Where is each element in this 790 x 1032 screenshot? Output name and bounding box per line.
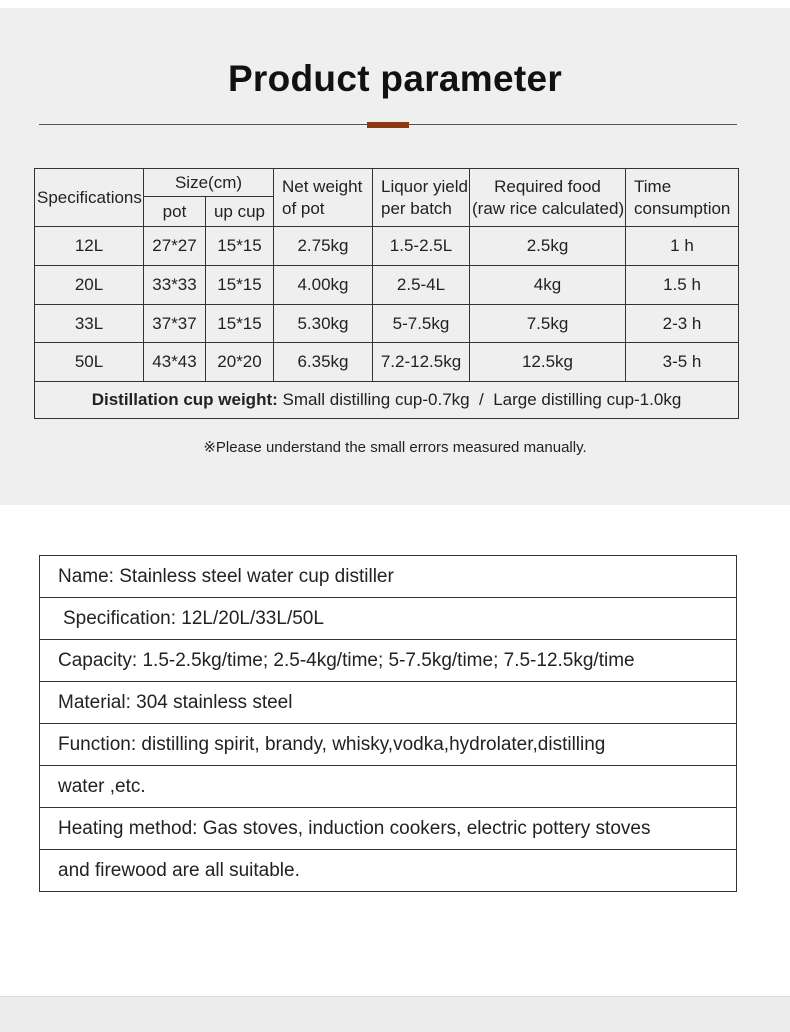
cell-spec: 33L: [35, 305, 144, 343]
cell-weight: 5.30kg: [274, 305, 373, 343]
header-specifications: Specifications: [35, 169, 144, 227]
header-net-weight-line1: Net weight: [282, 176, 363, 196]
cell-up-cup: 20*20: [206, 343, 274, 382]
cell-weight: 4.00kg: [274, 266, 373, 305]
cell-food: 12.5kg: [470, 343, 626, 382]
cell-spec: 12L: [35, 227, 144, 266]
cup-weight-label: Distillation cup weight:: [91, 390, 278, 409]
cell-up-cup: 15*15: [206, 305, 274, 343]
header-food-line2: (raw rice calculated): [472, 198, 625, 218]
page-title: Product parameter: [227, 58, 563, 99]
header-liquor-line2: per batch: [381, 198, 452, 218]
header-food-line1: Required food: [494, 176, 601, 196]
table-row: [35, 343, 739, 382]
header-time-consumption: [626, 169, 739, 227]
header-up-cup: up cup: [206, 197, 274, 227]
table-row: [35, 305, 739, 343]
cell-spec: 20L: [35, 266, 144, 305]
spec-function: Function: distilling spirit, brandy, whisky,vodka,hydrolater,distilling: [40, 724, 736, 766]
header-size: Size(cm): [144, 169, 274, 197]
cell-food: 4kg: [470, 266, 626, 305]
cell-pot: 27*27: [144, 227, 206, 266]
header-pot: pot: [144, 197, 206, 227]
measurement-note: ※Please understand the small errors measured manually.: [203, 439, 587, 456]
cup-weight-value: Small distilling cup-0.7kg / Large distilling cup-1.0kg: [282, 390, 682, 409]
header-required-food: [470, 169, 626, 227]
cell-up-cup: 15*15: [206, 266, 274, 305]
cell-time: 1 h: [626, 227, 739, 266]
parameter-table: [34, 168, 739, 419]
spec-specification: Specification: 12L/20L/33L/50L: [40, 598, 736, 640]
cell-food: 7.5kg: [470, 305, 626, 343]
header-time-line2: consumption: [634, 198, 731, 218]
header-time-line1: Time: [634, 176, 672, 196]
spec-name: Name: Stainless steel water cup distiller: [40, 556, 736, 598]
cell-up-cup: 15*15: [206, 227, 274, 266]
spec-material: Material: 304 stainless steel: [40, 682, 736, 724]
cell-food: 2.5kg: [470, 227, 626, 266]
cell-pot: 43*43: [144, 343, 206, 382]
header-net-weight-line2: of pot: [282, 198, 325, 218]
cell-liquor: 5-7.5kg: [373, 305, 470, 343]
cell-time: 3-5 h: [626, 343, 739, 382]
cell-weight: 2.75kg: [274, 227, 373, 266]
spec-capacity: Capacity: 1.5-2.5kg/time; 2.5-4kg/time; 5-7.5kg/time; 7.5-12.5kg/time: [40, 640, 736, 682]
cell-pot: 33*33: [144, 266, 206, 305]
cell-pot: 37*37: [144, 305, 206, 343]
cell-time: 2-3 h: [626, 305, 739, 343]
cell-time: 1.5 h: [626, 266, 739, 305]
bottom-band: [0, 996, 790, 1032]
spec-function-cont: water ,etc.: [40, 766, 736, 808]
header-liquor-line1: Liquor yield: [381, 176, 468, 196]
header-net-weight: [274, 169, 373, 227]
title-accent-bar: [367, 122, 409, 128]
spec-list: [39, 555, 737, 892]
cell-liquor: 7.2-12.5kg: [373, 343, 470, 382]
cup-weight-row: [35, 382, 739, 419]
cell-liquor: 1.5-2.5L: [373, 227, 470, 266]
header-liquor-yield: [373, 169, 470, 227]
table-row: [35, 266, 739, 305]
cell-spec: 50L: [35, 343, 144, 382]
cell-weight: 6.35kg: [274, 343, 373, 382]
cup-weight-cell: [35, 382, 739, 419]
cell-liquor: 2.5-4L: [373, 266, 470, 305]
table-row: [35, 227, 739, 266]
spec-heating: Heating method: Gas stoves, induction cookers, electric pottery stoves: [40, 808, 736, 850]
spec-heating-cont: and firewood are all suitable.: [58, 860, 300, 881]
